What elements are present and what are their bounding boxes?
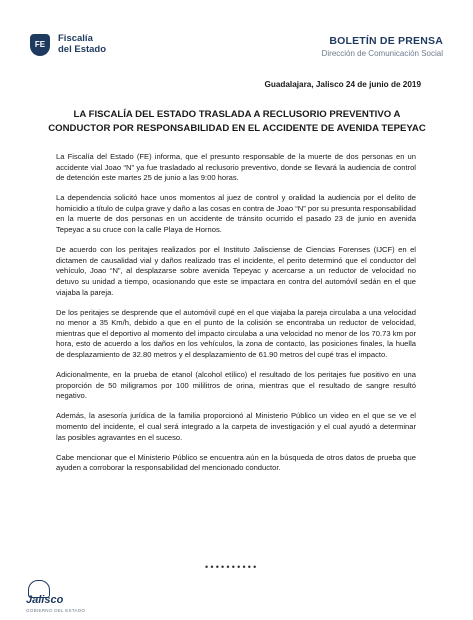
dot-separator: •••••••••• [205, 562, 259, 572]
logo-line-1: Fiscalía [58, 33, 93, 44]
government-label: GOBIERNO DEL ESTADO [26, 608, 86, 613]
fiscalia-shield-logo: FE [30, 34, 50, 56]
paragraph-5: Adicionalmente, en la prueba de etanol (alcohol etílico) el resultado de los peritajes fue positivo en una proporción de 50 miligramos por 100 mililitros de orina, mientras que el resultado de sangre resultó negativo. [56, 370, 416, 401]
press-date: Guadalajara, Jalisco 24 de junio de 2019 [264, 80, 421, 89]
bulletin-title: BOLETÍN DE PRENSA [329, 35, 443, 47]
press-body [56, 152, 416, 483]
logo-line-2: del Estado [58, 44, 107, 55]
bulletin-heading [322, 35, 443, 58]
paragraph-4: De los peritajes se desprende que el automóvil cupé en el que viajaba la pareja circulaba a una velocidad no menor a 35 Km/h, debido a que en el punto de la colisión se encontraba un reductor de velocidad, mientras que el deportivo al momento del impacto circulaba a una velocidad no menor de los 70.73 km por hora, esto de acuerdo a los daños en los vehículos, la zona de contacto, las posiciones finales, la huella de desplazamiento de 32.80 metros y el desplazamiento de 61.90 metros del cupé tras el impacto. [56, 307, 416, 359]
paragraph-1: La Fiscalía del Estado (FE) informa, que el presunto responsable de la muerte de dos personas en un accidente vial Joao “N” ya fue trasladado al reclusorio preventivo, donde se llevará la audiencia de control de detención este martes 25 de junio a las 9:00 horas. [56, 152, 416, 183]
paragraph-3: De acuerdo con los peritajes realizados por el Instituto Jalisciense de Ciencias Forenses (IJCF) en el dictamen de causalidad vial y daños realizado tras el incidente, el perito determinó que el conductor del vehículo, Joao “N”, al desplazarse sobre avenida Tepeyac y acercarse a un reductor de velocidad no detuvo su unidad a tiempo, ocasionando que este se impactara en contra del automóvil sedán en el que viajaba la pareja. [56, 245, 416, 297]
fiscalia-wordmark [58, 33, 106, 55]
paragraph-6: Además, la asesoría jurídica de la familia proporcionó al Ministerio Público un video en el que se ve el momento del incidente, el cual será integrado a la carpeta de investigación y el cual ayudó a determinar las posibles agravantes en el suceso. [56, 411, 416, 442]
paragraph-2: La dependencia solicitó hace unos momentos al juez de control y oralidad la audiencia por el delito de homicidio a título de culpa grave y daño a las cosas en contra de Joao “N” por su presunta responsabilidad en la muerte de dos personas en un accidente de tránsito ocurrido el pasado 23 de junio en avenida Tepeyac a su cruce con la calle Playa de Hornos. [56, 193, 416, 235]
page-header [0, 0, 473, 70]
jalisco-logo-text: Jalisco [26, 594, 64, 606]
paragraph-7: Cabe mencionar que el Ministerio Público se encuentra aún en la búsqueda de otros datos de prueba que ayuden a corroborar la responsabilidad del mencionado conductor. [56, 452, 416, 473]
bulletin-subtitle: Dirección de Comunicación Social [321, 49, 443, 58]
press-title: LA FISCALÍA DEL ESTADO TRASLADA A RECLUSORIO PREVENTIVO A CONDUCTOR POR RESPONSABILIDAD EN EL ACCIDENTE DE AVENIDA TEPEYAC [48, 109, 426, 134]
